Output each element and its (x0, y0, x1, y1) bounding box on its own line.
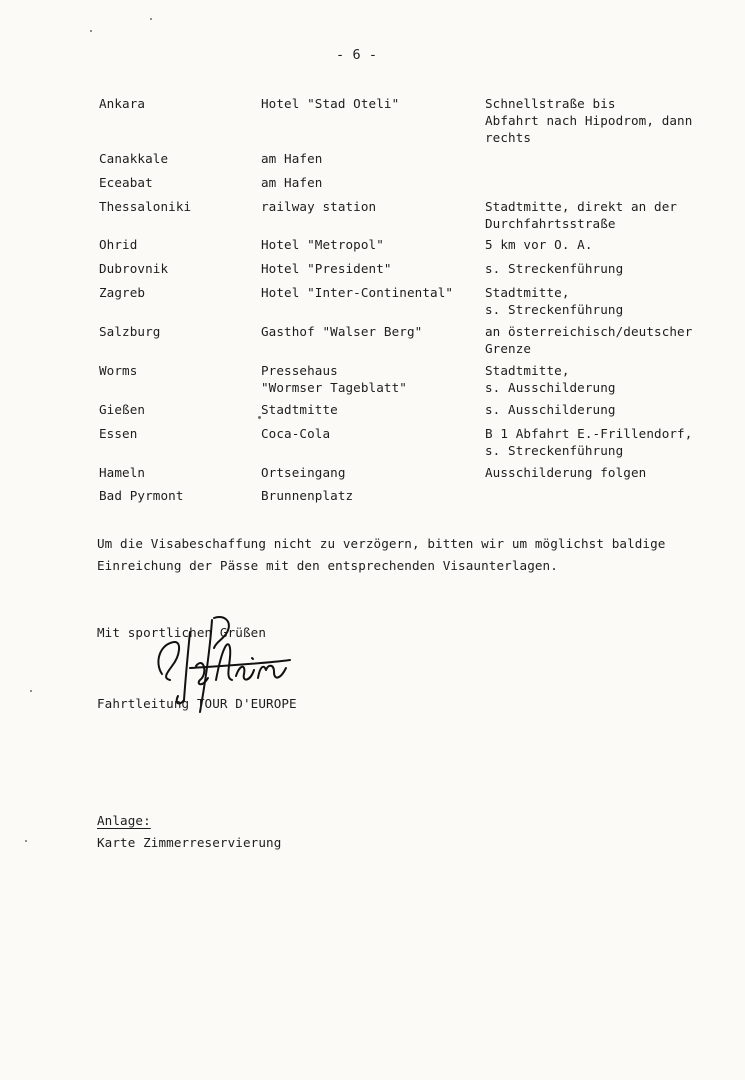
route-place: am Hafen (261, 175, 323, 190)
route-city: Ohrid (99, 237, 138, 252)
route-city: Dubrovnik (99, 261, 169, 276)
paper-speck (258, 416, 261, 419)
route-note: B 1 Abfahrt E.-Frillendorf, s. Streckenführung (485, 426, 693, 458)
route-city: Bad Pyrmont (99, 488, 184, 503)
route-note: Schnellstraße bis Abfahrt nach Hipodrom, dann rechts (485, 96, 693, 145)
route-city: Hameln (99, 465, 146, 480)
route-place: Gasthof "Walser Berg" (261, 324, 423, 339)
route-city: Worms (99, 363, 138, 378)
route-city: Thessaloniki (99, 199, 192, 214)
paper-speck (25, 840, 27, 842)
route-place: Hotel "President" (261, 261, 392, 276)
route-note: Ausschilderung folgen (485, 465, 647, 480)
route-city: Zagreb (99, 285, 146, 300)
route-place: Ortseingang (261, 465, 346, 480)
route-note: s. Ausschilderung (485, 402, 616, 417)
route-note: an österreichisch/deutscher Grenze (485, 324, 693, 356)
route-note: 5 km vor O. A. (485, 237, 593, 252)
route-place: Hotel "Metropol" (261, 237, 384, 252)
route-place: am Hafen (261, 151, 323, 166)
closing-greeting: Mit sportlichen Grüßen (97, 625, 267, 640)
paper-speck (150, 18, 152, 20)
route-note: Stadtmitte, direkt an der Durchfahrtsstraße (485, 199, 678, 231)
route-city: Gießen (99, 402, 146, 417)
paper-speck (90, 30, 92, 32)
route-place: Hotel "Stad Oteli" (261, 96, 400, 111)
route-city: Ankara (99, 96, 146, 111)
route-place: Pressehaus "Wormser Tageblatt" (261, 363, 407, 395)
route-city: Salzburg (99, 324, 161, 339)
route-note: Stadtmitte, s. Ausschilderung (485, 363, 616, 395)
route-note: s. Streckenführung (485, 261, 624, 276)
paper-speck (30, 690, 32, 692)
attachment-heading: Anlage: (97, 813, 151, 828)
route-place: Coca-Cola (261, 426, 331, 441)
page-number: - 6 - (336, 47, 378, 63)
route-city: Essen (99, 426, 138, 441)
organization-line: Fahrtleitung TOUR D'EUROPE (97, 696, 297, 711)
route-city: Eceabat (99, 175, 153, 190)
route-place: Brunnenplatz (261, 488, 354, 503)
route-place: Stadtmitte (261, 402, 338, 417)
route-city: Canakkale (99, 151, 169, 166)
attachment-item: Karte Zimmerreservierung (97, 835, 282, 850)
route-note: Stadtmitte, s. Streckenführung (485, 285, 624, 317)
route-place: Hotel "Inter-Continental" (261, 285, 454, 300)
route-place: railway station (261, 199, 377, 214)
closing-paragraph: Um die Visabeschaffung nicht zu verzögern, bitten wir um möglichst baldige Einreichung der Pässe mit den entsprechenden Visaunterlagen. (97, 536, 666, 573)
